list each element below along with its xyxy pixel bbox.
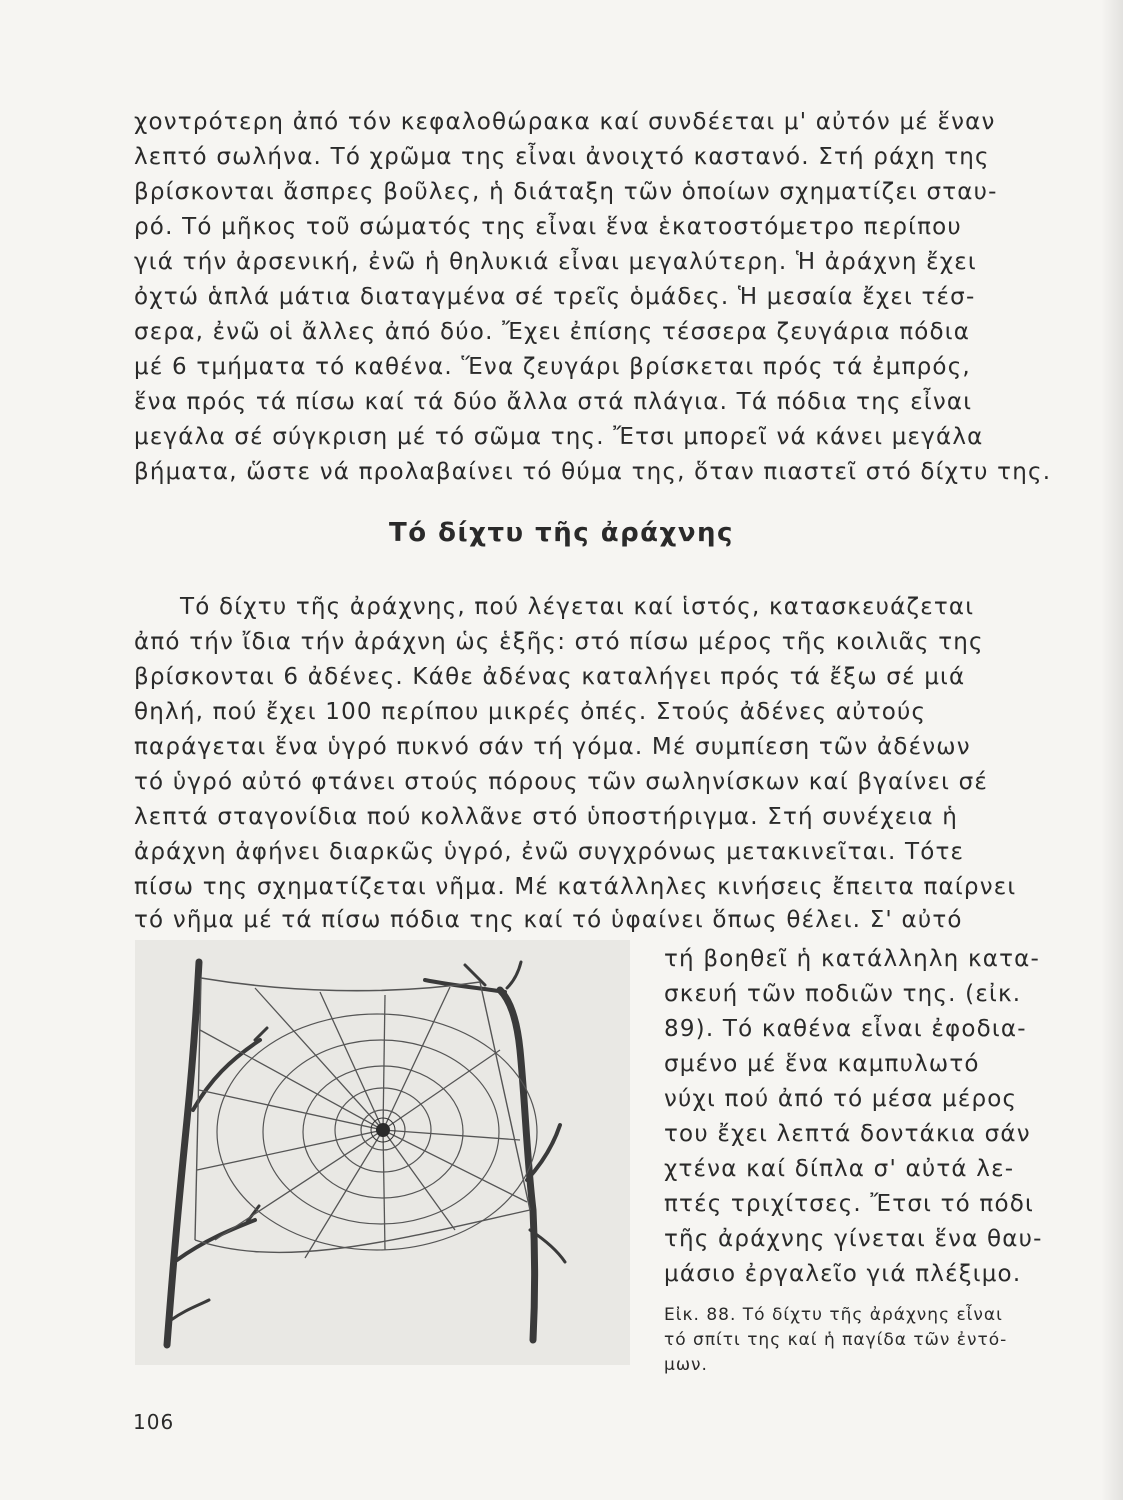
left-twig [171,1300,209,1320]
text-line: βρίσκονται ἄσπρες βοῦλες, ἡ διάταξη τῶν ὁποίων σχηματίζει σταυ- [134,179,998,205]
text-line: μέ 6 τμήματα τό καθένα. Ἕνα ζευγάρι βρίσκεται πρός τά ἐμπρός, [134,354,971,380]
text-line: πίσω της σχηματίζεται νῆμα. Μέ κατάλληλες κινήσεις ἔπειτα παίρνει [134,874,1017,900]
caption-line: Εἰκ. 88. Τό δίχτυ τῆς ἀράχνης εἶναι [664,1305,1003,1325]
text-line: λεπτά σταγονίδια πού κολλᾶνε στό ὑποστήριγμα. Στή συνέχεια ἡ [134,804,959,830]
text-line: πτές τριχίτσες. Ἔτσι τό πόδι [664,1191,1034,1217]
text-line: βρίσκονται 6 ἀδένες. Κάθε ἀδένας καταλήγει πρός τά ἔξω σέ μιά [134,664,966,690]
spider-web-illustration [135,940,630,1365]
left-twig [255,1028,267,1040]
caption-line: τό σπίτι της καί ἡ παγίδα τῶν ἐντό- [664,1330,1008,1350]
caption-line: μων. [664,1355,708,1375]
text-line: μάσιο ἐργαλεῖο γιά πλέξιμο. [664,1261,1022,1287]
right-twig [527,1125,560,1180]
right-twig [507,962,521,988]
text-line: θηλή, πού ἔχει 100 περίπου μικρές ὀπές. Στούς ἀδένες αὐτούς [134,699,927,725]
text-line: ἀράχνη ἀφήνει διαρκῶς ὑγρό, ἐνῶ συγχρόνως μετακινεῖται. Τότε [134,839,965,865]
left-branch [167,962,199,1345]
text-line: ρό. Τό μῆκος τοῦ σώματός της εἶναι ἕνα ἑκατοστόμετρο περίπου [134,214,962,240]
text-line: τό ὑγρό αὐτό φτάνει στούς πόρους τῶν σωληνίσκων καί βγαίνει σέ [134,769,989,795]
text-line: σερα, ἐνῶ οἱ ἄλλες ἀπό δύο. Ἔχει ἐπίσης τέσσερα ζευγάρια πόδια [134,319,971,345]
page-number: 106 [133,1410,175,1434]
page-edge-shadow [1101,0,1123,1500]
text-line: χτένα καί δίπλα σ' αὐτά λε- [664,1156,1015,1182]
text-line: του ἔχει λεπτά δοντάκια σάν [664,1121,1031,1147]
spider-web-figure [135,940,630,1365]
text-line: ὀχτώ ἁπλά μάτια διαταγμένα σέ τρεῖς ὁμάδες. Ἡ μεσαία ἔχει τέσ- [134,284,976,310]
text-line: νύχι πού ἀπό τό μέσα μέρος [664,1086,1018,1112]
web-hub [376,1123,390,1137]
text-line: τή βοηθεῖ ἡ κατάλληλη κατα- [664,946,1040,972]
text-line: σμένο μέ ἕνα καμπυλωτό [664,1051,980,1077]
text-line: ἕνα πρός τά πίσω καί τά δύο ἄλλα στά πλάγια. Τά πόδια της εἶναι [134,389,973,415]
left-twig [193,1040,260,1110]
text-line: τό νῆμα μέ τά πίσω πόδια της καί τό ὑφαίνει ὅπως θέλει. Σ' αὐτό [134,907,963,933]
text-line: ἀπό τήν ἴδια τήν ἀράχνη ὡς ἑξῆς: στό πίσω μέρος τῆς κοιλιᾶς της [134,629,984,655]
text-line: 89). Τό καθένα εἶναι ἐφοδια- [664,1016,1027,1042]
text-line: παράγεται ἕνα ὑγρό πυκνό σάν τή γόμα. Μέ συμπίεση τῶν ἀδένων [134,734,971,760]
section-heading: Τό δίχτυ τῆς ἀράχνης [389,518,734,548]
text-line: χοντρότερη ἀπό τόν κεφαλοθώρακα καί συνδέεται μ' αὐτόν μέ ἕναν [134,109,996,135]
text-line: λεπτό σωλήνα. Τό χρῶμα της εἶναι ἀνοιχτό καστανό. Στή ράχη της [134,144,990,170]
frame-thread [195,1210,530,1252]
right-branch [500,990,535,1340]
text-line: μεγάλα σέ σύγκριση μέ τό σῶμα της. Ἔτσι μπορεῖ νά κάνει μεγάλα [134,424,984,450]
text-line: βήματα, ὥστε νά προλαβαίνει τό θύμα της, ὅταν πιαστεῖ στό δίχτυ της. [134,459,1052,485]
text-line: σκευή τῶν ποδιῶν της. (εἰκ. [664,981,1022,1007]
text-line: γιά τήν ἀρσενική, ἐνῶ ἡ θηλυκιά εἶναι μεγαλύτερη. Ἡ ἀράχνη ἔχει [134,249,977,275]
text-line: τῆς ἀράχνης γίνεται ἕνα θαυ- [664,1226,1043,1252]
text-line: Τό δίχτυ τῆς ἀράχνης, πού λέγεται καί ἱστός, κατασκευάζεται [180,594,975,620]
right-twig [425,980,505,992]
